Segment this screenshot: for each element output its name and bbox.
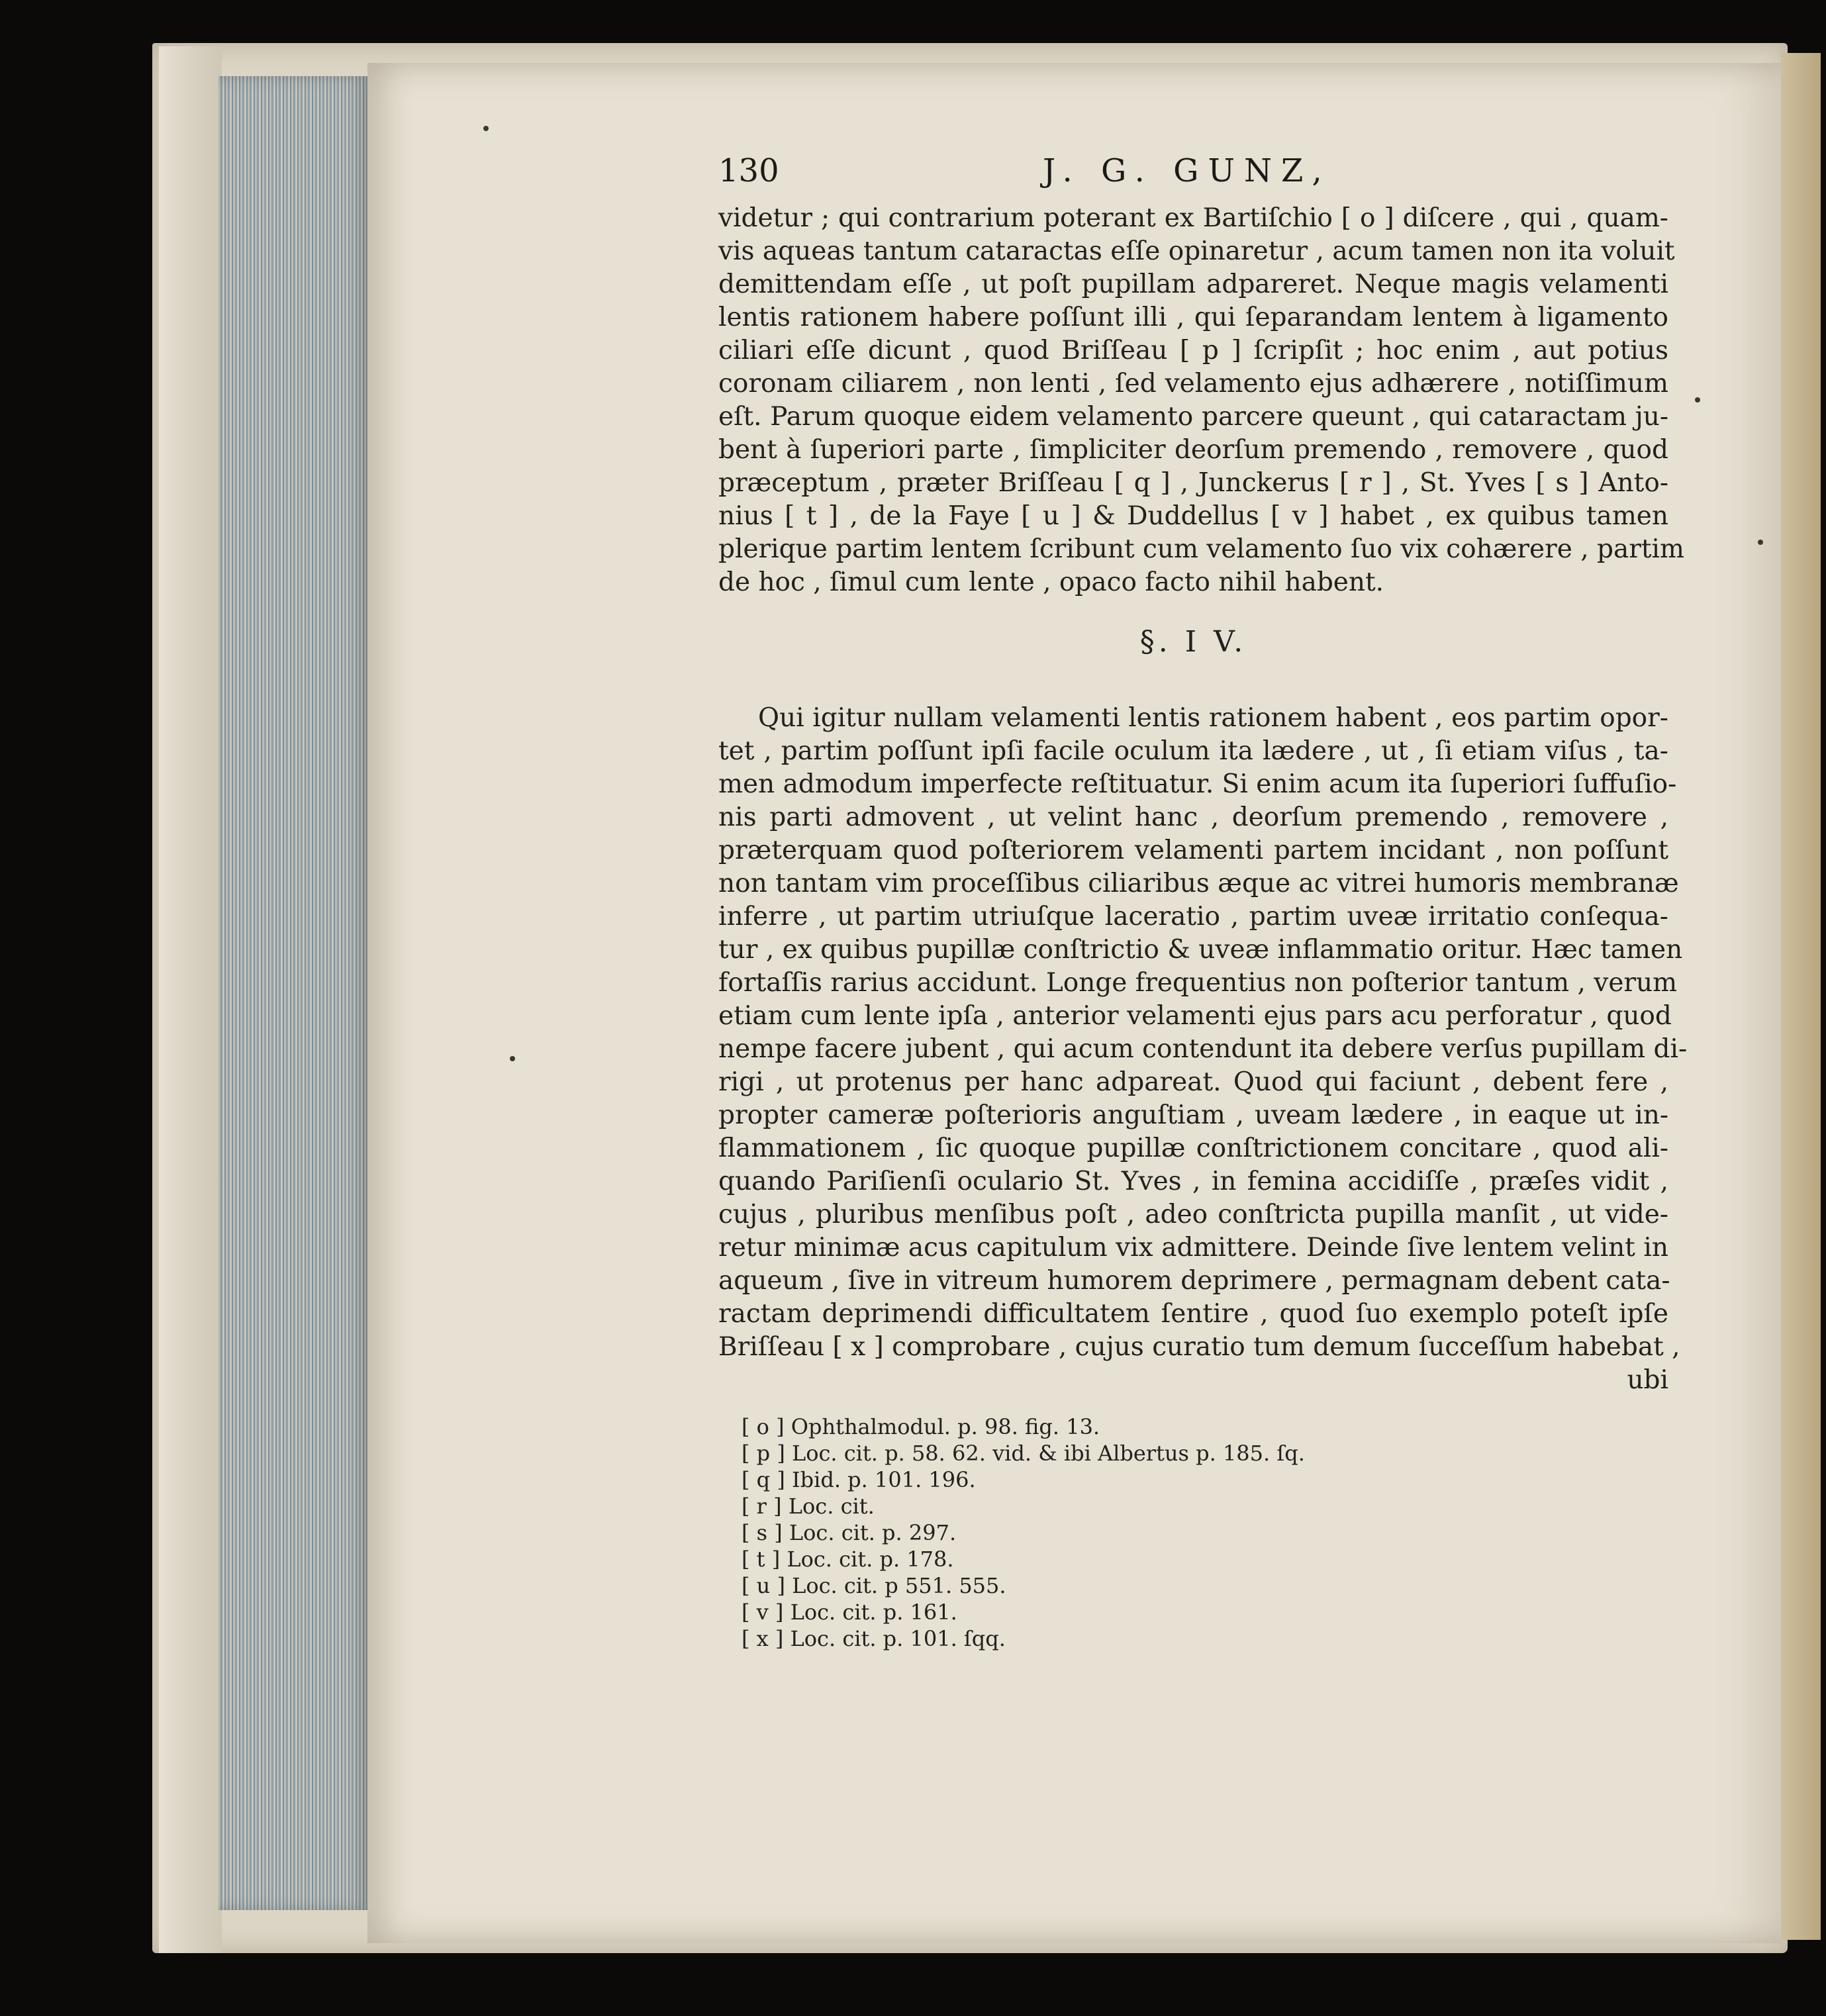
text-line: præterquam quod poſteriorem velamenti partem incidant , non poſſunt (718, 836, 1668, 865)
text-line: plerique partim lentem ſcribunt cum velamento ſuo vix cohærere , partim (718, 534, 1684, 564)
catchword: ubi (1627, 1365, 1668, 1395)
footnotes (742, 1414, 1470, 1652)
text-line: vis aqueas tantum cataractas eſſe opinaretur , acum tamen non ita voluit (718, 236, 1675, 266)
text-line: inferre , ut partim utriuſque laceratio , partim uveæ irritatio conſequa- (718, 902, 1668, 932)
text-line: lentis rationem habere poſſunt illi , qui ſeparandam lentem à ligamento (718, 303, 1668, 332)
text-line: tur , ex quibus pupillæ conſtrictio & uveæ inflammatio oritur. Hæc tamen (718, 935, 1683, 965)
text-line: coronam ciliarem , non lenti , ſed velamento ejus adhærere , notiſſimum (718, 369, 1668, 399)
paper-speck (1695, 397, 1700, 403)
footnote: [ t ] Loc. cit. p. 178. (742, 1547, 954, 1572)
text-line: ciliari eſſe dicunt , quod Briſſeau [ p ] ſcripſit ; hoc enim , aut potius (718, 336, 1668, 365)
text-line: cujus , pluribus menſibus poſt , adeo conſtricta pupilla manſit , ut vide- (718, 1200, 1668, 1229)
book-cover-edge (159, 46, 222, 1953)
text-line: nius [ t ] , de la Faye [ u ] & Duddellus [ v ] habet , ex quibus tamen (718, 501, 1668, 531)
text-line: tet , partim poſſunt ipſi facile oculum ita lædere , ut , ſi etiam viſus , ta- (718, 736, 1668, 766)
footnote: [ x ] Loc. cit. p. 101. ſqq. (742, 1626, 1006, 1651)
text-line: videtur ; qui contrarium poterant ex Bartiſchio [ o ] diſcere , qui , quam- (718, 203, 1668, 233)
text-line: ractam deprimendi difficultatem ſentire , quod ſuo exemplo poteſt ipſe (718, 1299, 1668, 1329)
gutter-fold (1781, 53, 1821, 1940)
text-line: rigi , ut protenus per hanc adpareat. Quod qui faciunt , debent fere , (718, 1067, 1668, 1097)
page-number: 130 (718, 152, 779, 189)
body-text (718, 202, 1688, 1397)
text-line: men admodum imperfecte reſtituatur. Si enim acum ita ſuperiori ſuffuſio- (718, 769, 1677, 799)
paper-speck (1758, 540, 1763, 545)
text-line: fortaſſis rarius accidunt. Longe frequentius non poſterior tantum , verum (718, 968, 1678, 998)
paper-speck (510, 1056, 515, 1061)
text-line: non tantam vim proceſſibus ciliaribus æque ac vitrei humoris membranæ (718, 869, 1679, 898)
section-heading: §. I V. (1139, 625, 1247, 659)
text-line: nempe facere jubent , qui acum contendunt ita debere verſus pupillam di- (718, 1034, 1688, 1064)
text-line: de hoc , ſimul cum lente , opaco facto nihil habent. (718, 567, 1384, 597)
footnote: [ s ] Loc. cit. p. 297. (742, 1520, 957, 1545)
text-line: eſt. Parum quoque eidem velamento parcere queunt , qui cataractam ju- (718, 402, 1668, 432)
footnote: [ r ] Loc. cit. (742, 1494, 875, 1519)
text-line: nis parti admovent , ut velint hanc , deorſum premendo , removere , (718, 802, 1668, 832)
text-line: bent à ſuperiori parte , ſimpliciter deorſum premendo , removere , quod (718, 435, 1668, 465)
text-line: etiam cum lente ipſa , anterior velamenti ejus pars acu perforatur , quod (718, 1001, 1672, 1031)
text-line: præceptum , præter Briſſeau [ q ] , Junckerus [ r ] , St. Yves [ s ] Anto- (718, 468, 1668, 498)
text-line: quando Pariſienſi oculario St. Yves , in femina accidiſſe , præſes vidit , (718, 1167, 1668, 1196)
text-line: Qui igitur nullam velamenti lentis rationem habent , eos partim opor- (758, 703, 1668, 733)
paper-speck (483, 126, 489, 131)
text-line: demittendam eſſe , ut poſt pupillam adpareret. Neque magis velamenti (718, 269, 1668, 299)
text-line: flammationem , ſic quoque pupillæ conſtrictionem concitare , quod ali- (718, 1133, 1668, 1163)
footnote: [ v ] Loc. cit. p. 161. (742, 1600, 957, 1625)
footnote: [ o ] Ophthalmodul. p. 98. fig. 13. (742, 1414, 1100, 1439)
text-line: aqueum , ſive in vitreum humorem deprimere , permagnam debent cata- (718, 1266, 1670, 1296)
footnote: [ q ] Ibid. p. 101. 196. (742, 1467, 976, 1492)
page-header (718, 152, 1678, 199)
footnote: [ u ] Loc. cit. p 551. 555. (742, 1573, 1006, 1598)
running-head: J. G. GUNZ, (1043, 152, 1331, 189)
paragraph-2 (718, 702, 1688, 1364)
page-block-edges (218, 76, 367, 1910)
footnote: [ p ] Loc. cit. p. 58. 62. vid. & ibi Albertus p. 185. ſq. (742, 1441, 1305, 1466)
text-line: retur minimæ acus capitulum vix admittere. Deinde ſive lentem velint in (718, 1233, 1668, 1263)
text-line: Briſſeau [ x ] comprobare , cujus curatio tum demum ſucceſſum habebat , (718, 1332, 1680, 1362)
text-line: propter cameræ poſterioris anguſtiam , uveam lædere , in eaque ut in- (718, 1100, 1668, 1130)
paragraph-1 (718, 202, 1684, 599)
